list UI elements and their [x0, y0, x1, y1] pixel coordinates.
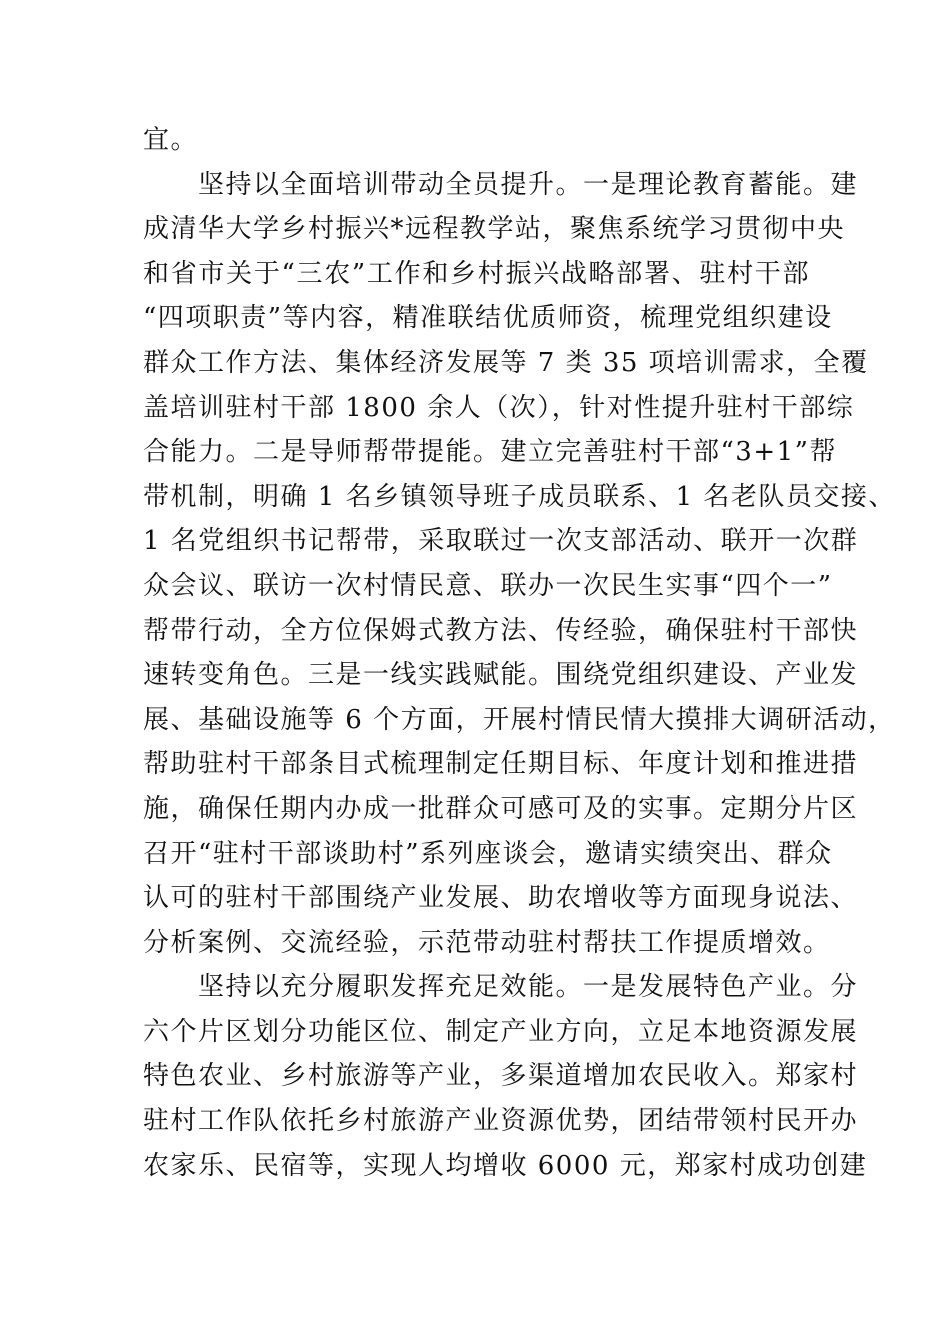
text-line: 众会议、联访一次村情民意、联办一次民生实事“四个一”: [143, 570, 833, 601]
text-line: 认可的驻村干部围绕产业发展、助农增收等方面现身说法、: [143, 883, 859, 914]
text-line: 召开“驻村干部谈助村”系列座谈会，邀请实绩突出、群众: [143, 838, 833, 869]
text-line: 1 名党组织书记帮带，采取联过一次支部活动、联开一次群: [143, 526, 859, 557]
text-line: 农家乐、民宿等，实现人均增收 6000 元，郑家村成功创建: [143, 1150, 868, 1181]
text-line: 特色农业、乡村旅游等产业，多渠道增加农民收入。郑家村: [143, 1061, 859, 1092]
document-body: [143, 118, 896, 1188]
text-line: 成清华大学乡村振兴*远程教学站，聚焦系统学习贯彻中央: [143, 214, 846, 245]
text-line: “四项职责”等内容，精准联结优质师资，梳理党组织建设: [143, 303, 833, 334]
paragraph-start-line: 坚持以全面培训带动全员提升。一是理论教育蓄能。建: [198, 169, 859, 200]
text-line: 驻村工作队依托乡村旅游产业资源优势，团结带领村民开办: [143, 1106, 859, 1137]
text-line: 盖培训驻村干部 1800 余人（次），针对性提升驻村干部综: [143, 392, 855, 423]
text-line: 速转变角色。三是一线实践赋能。围绕党组织建设、产业发: [143, 660, 859, 691]
text-line: 施，确保任期内办成一批群众可感可及的实事。定期分片区: [143, 793, 859, 824]
text-line: 合能力。二是导师帮带提能。建立完善驻村干部“3+1”帮: [143, 437, 837, 468]
text-line: 宜。: [143, 125, 199, 155]
text-line: 和省市关于“三农”工作和乡村振兴战略部署、驻村干部: [143, 258, 810, 289]
text-line: 帮助驻村干部条目式梳理制定任期目标、年度计划和推进措: [143, 749, 859, 780]
text-line: 带机制，明确 1 名乡镇领导班子成员联系、1 名老队员交接、: [143, 481, 896, 512]
paragraph-start-line: 坚持以充分履职发挥充足效能。一是发展特色产业。分: [198, 972, 859, 1003]
text-line: 六个片区划分功能区位、制定产业方向，立足本地资源发展: [143, 1016, 859, 1047]
paragraph-end-line: 分析案例、交流经验，示范带动驻村帮扶工作提质增效。: [143, 927, 831, 958]
text-line: 帮带行动，全方位保姆式教方法、传经验，确保驻村干部快: [143, 615, 859, 646]
text-line: 群众工作方法、集体经济发展等 7 类 35 项培训需求，全覆: [143, 347, 869, 378]
text-line: 展、基础设施等 6 个方面，开展村情民情大摸排大调研活动，: [143, 704, 896, 735]
